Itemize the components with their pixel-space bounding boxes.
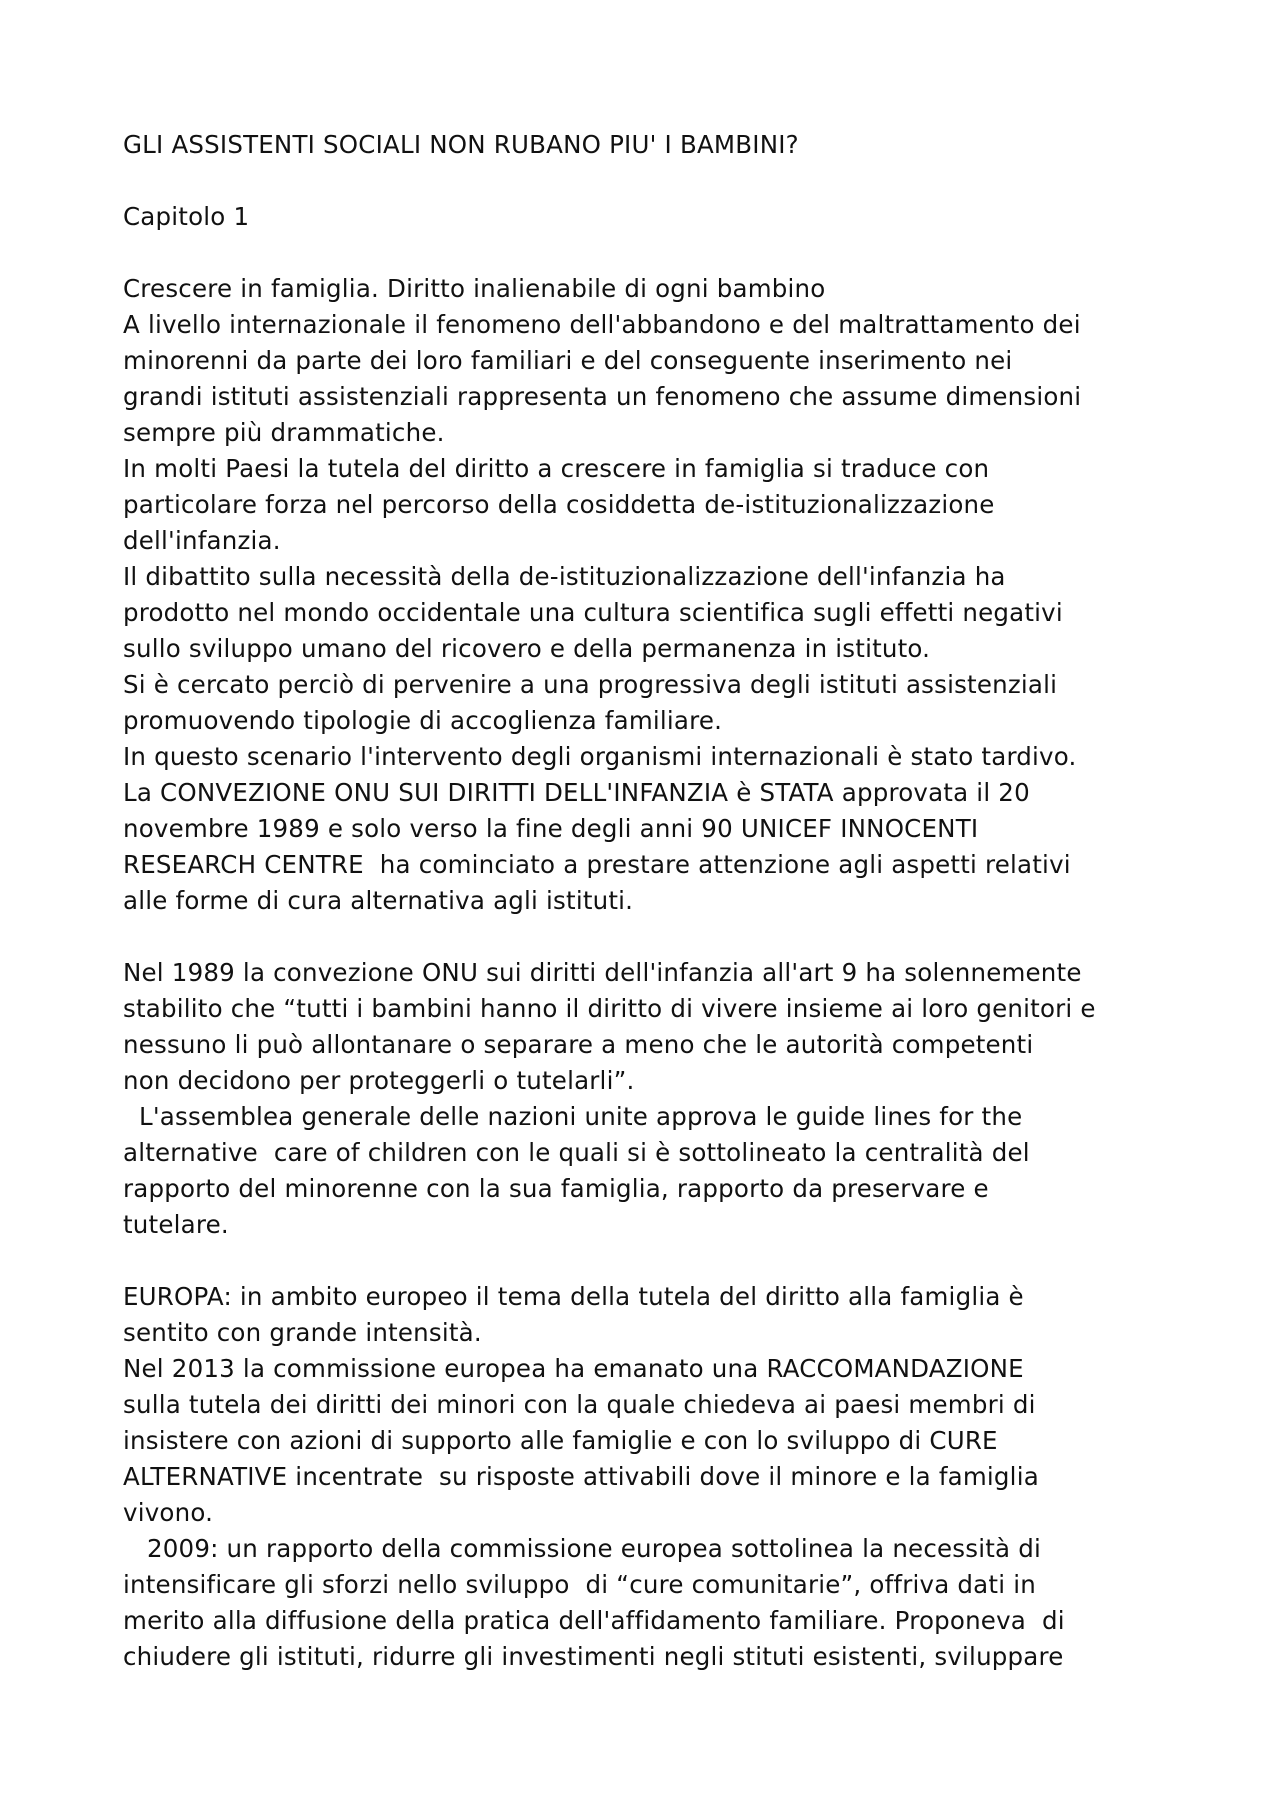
text-line: alternative care of children con le quali si è sottolineato la centralità del bbox=[123, 1138, 1030, 1167]
text-line: ALTERNATIVE incentrate su risposte attivabili dove il minore e la famiglia bbox=[123, 1462, 1039, 1491]
text-line: Si è cercato perciò di pervenire a una progressiva degli istituti assistenziali bbox=[123, 670, 1058, 699]
text-line: chiudere gli istituti, ridurre gli investimenti negli stituti esistenti, sviluppare bbox=[123, 1642, 1064, 1671]
text-line: merito alla diffusione della pratica dell'affidamento familiare. Proponeva di bbox=[123, 1606, 1065, 1635]
text-line: vivono. bbox=[123, 1498, 214, 1527]
text-line: intensificare gli sforzi nello sviluppo di “cure comunitarie”, offriva dati in bbox=[123, 1570, 1036, 1599]
text-line: A livello internazionale il fenomeno dell'abbandono e del maltrattamento dei bbox=[123, 310, 1081, 339]
spacer bbox=[123, 235, 1183, 271]
paragraph-2 bbox=[123, 955, 1183, 1243]
spacer bbox=[123, 1243, 1183, 1279]
spacer bbox=[123, 919, 1183, 955]
section-heading: Crescere in famiglia. Diritto inalienabile di ogni bambino bbox=[123, 274, 826, 303]
text-line: 2009: un rapporto della commissione europea sottolinea la necessità di bbox=[123, 1534, 1041, 1563]
chapter-heading: Capitolo 1 bbox=[123, 202, 250, 231]
text-line: sempre più drammatiche. bbox=[123, 418, 445, 447]
text-line: nessuno li può allontanare o separare a meno che le autorità competenti bbox=[123, 1030, 1034, 1059]
text-line: rapporto del minorenne con la sua famiglia, rapporto da preservare e bbox=[123, 1174, 989, 1203]
text-line: alle forme di cura alternativa agli istituti. bbox=[123, 886, 634, 915]
text-line: novembre 1989 e solo verso la fine degli anni 90 UNICEF INNOCENTI bbox=[123, 814, 979, 843]
text-line: insistere con azioni di supporto alle famiglie e con lo sviluppo di CURE bbox=[123, 1426, 998, 1455]
text-line: dell'infanzia. bbox=[123, 526, 281, 555]
text-line: promuovendo tipologie di accoglienza familiare. bbox=[123, 706, 723, 735]
text-line: stabilito che “tutti i bambini hanno il diritto di vivere insieme ai loro genitori e bbox=[123, 994, 1096, 1023]
text-line: Nel 2013 la commissione europea ha emanato una RACCOMANDAZIONE bbox=[123, 1354, 1024, 1383]
document-body bbox=[123, 127, 1183, 1675]
text-line: In questo scenario l'intervento degli organismi internazionali è stato tardivo. bbox=[123, 742, 1077, 771]
text-line: non decidono per proteggerli o tutelarli”. bbox=[123, 1066, 635, 1095]
text-line: minorenni da parte dei loro familiari e del conseguente inserimento nei bbox=[123, 346, 1013, 375]
text-line: In molti Paesi la tutela del diritto a crescere in famiglia si traduce con bbox=[123, 454, 990, 483]
paragraph-3 bbox=[123, 1279, 1183, 1675]
text-line: sentito con grande intensità. bbox=[123, 1318, 482, 1347]
text-line: particolare forza nel percorso della cosiddetta de-istituzionalizzazione bbox=[123, 490, 995, 519]
text-line: EUROPA: in ambito europeo il tema della tutela del diritto alla famiglia è bbox=[123, 1282, 1024, 1311]
paragraph-1 bbox=[123, 307, 1183, 919]
text-line: prodotto nel mondo occidentale una cultura scientifica sugli effetti negativi bbox=[123, 598, 1063, 627]
text-line: Nel 1989 la convezione ONU sui diritti dell'infanzia all'art 9 ha solennemente bbox=[123, 958, 1082, 987]
text-line: RESEARCH CENTRE ha cominciato a prestare attenzione agli aspetti relativi bbox=[123, 850, 1071, 879]
text-line: Il dibattito sulla necessità della de-istituzionalizzazione dell'infanzia ha bbox=[123, 562, 1006, 591]
text-line: L'assemblea generale delle nazioni unite approva le guide lines for the bbox=[123, 1102, 1023, 1131]
spacer bbox=[123, 163, 1183, 199]
text-line: tutelare. bbox=[123, 1210, 229, 1239]
document-title: GLI ASSISTENTI SOCIALI NON RUBANO PIU' I BAMBINI? bbox=[123, 130, 799, 159]
text-line: sulla tutela dei diritti dei minori con la quale chiedeva ai paesi membri di bbox=[123, 1390, 1036, 1419]
text-line: La CONVEZIONE ONU SUI DIRITTI DELL'INFANZIA è STATA approvata il 20 bbox=[123, 778, 1030, 807]
text-line: grandi istituti assistenziali rappresenta un fenomeno che assume dimensioni bbox=[123, 382, 1082, 411]
text-line: sullo sviluppo umano del ricovero e della permanenza in istituto. bbox=[123, 634, 931, 663]
